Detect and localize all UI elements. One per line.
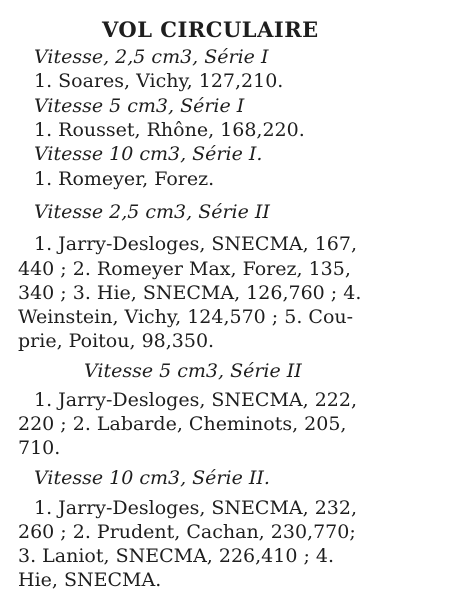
section-heading-vitesse-2-5-serie-2: Vitesse 2,5 cm3, Série II xyxy=(34,201,270,223)
result-line: prie, Poitou, 98,350. xyxy=(18,330,215,352)
result-line: 1. Rousset, Rhône, 168,220. xyxy=(34,119,305,141)
section-heading-vitesse-5-serie-2: Vitesse 5 cm3, Série II xyxy=(84,360,302,382)
result-line: Weinstein, Vichy, 124,570 ; 5. Cou- xyxy=(18,306,354,328)
result-line: 1. Jarry-Desloges, SNECMA, 167, xyxy=(34,233,358,255)
document-title: VOL CIRCULAIRE xyxy=(102,17,319,42)
result-line: 710. xyxy=(18,437,61,459)
section-heading-vitesse-10-serie-1: Vitesse 10 cm3, Série I. xyxy=(34,143,263,165)
result-line: 340 ; 3. Hie, SNECMA, 126,760 ; 4. xyxy=(18,282,362,304)
section-heading-vitesse-5-serie-1: Vitesse 5 cm3, Série I xyxy=(34,95,245,117)
result-line: Hie, SNECMA. xyxy=(18,569,162,591)
result-line: 1. Romeyer, Forez. xyxy=(34,168,215,190)
result-line: 1. Soares, Vichy, 127,210. xyxy=(34,70,284,92)
result-line: 260 ; 2. Prudent, Cachan, 230,770; xyxy=(18,521,356,543)
result-line: 440 ; 2. Romeyer Max, Forez, 135, xyxy=(18,258,351,280)
result-line: 1. Jarry-Desloges, SNECMA, 232, xyxy=(34,497,358,519)
result-line: 3. Laniot, SNECMA, 226,410 ; 4. xyxy=(18,545,335,567)
result-line: 1. Jarry-Desloges, SNECMA, 222, xyxy=(34,389,358,411)
section-heading-vitesse-2-5-serie-1: Vitesse, 2,5 cm3, Série I xyxy=(34,46,269,68)
section-heading-vitesse-10-serie-2: Vitesse 10 cm3, Série II. xyxy=(34,467,270,489)
result-line: 220 ; 2. Labarde, Cheminots, 205, xyxy=(18,413,347,435)
